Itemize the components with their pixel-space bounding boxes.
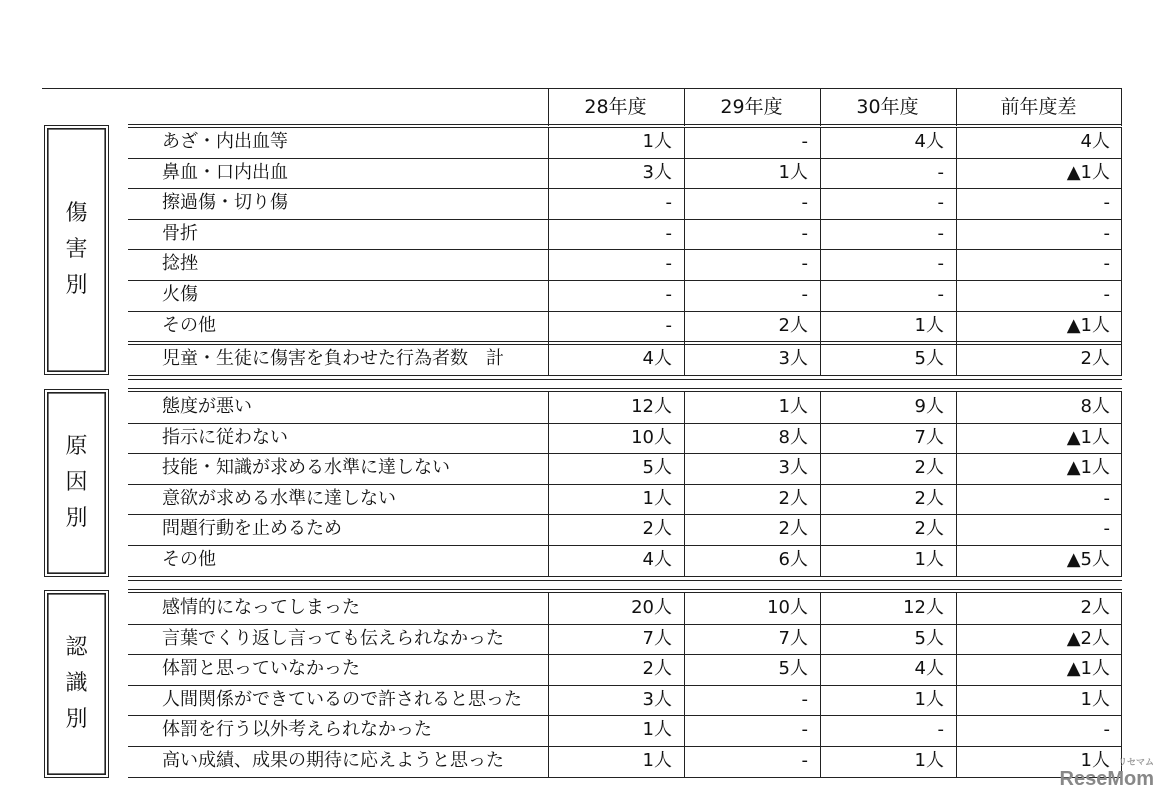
cell-29: - (801, 253, 808, 275)
cell-29: - (801, 750, 808, 771)
cell-30: 4人 (914, 131, 944, 152)
table-row (128, 545, 1122, 575)
cell-30: 2人 (914, 457, 944, 479)
cell-30: - (937, 161, 944, 183)
cell-diff: ▲1人 (1066, 314, 1110, 336)
cell-diff: - (1103, 518, 1110, 540)
row-label: 火傷 (162, 284, 198, 305)
cell-29: 1人 (778, 396, 808, 417)
table-row (128, 219, 1122, 249)
section-injury-title: 傷 害 別 (65, 201, 88, 298)
cell-28: 2人 (642, 518, 672, 540)
cell-28: 1人 (642, 487, 672, 509)
cell-diff: - (1103, 284, 1110, 305)
cell-28: 1人 (642, 131, 672, 152)
cell-28: 1人 (642, 750, 672, 771)
cell-30: 1人 (914, 750, 944, 771)
cell-29: 1人 (778, 161, 808, 183)
cell-30: 12人 (903, 597, 944, 618)
row-label: 体罰と思っていなかった (162, 658, 360, 680)
cell-diff: ▲5人 (1066, 549, 1110, 570)
cell-30: 5人 (914, 627, 944, 649)
section-cause-title: 原 因 別 (65, 434, 88, 531)
row-label: 高い成績、成果の期待に応えようと思った (162, 750, 504, 771)
cell-28: - (665, 222, 672, 244)
cell-30: 1人 (914, 314, 944, 336)
header-diff: 前年度差 (1000, 96, 1077, 118)
row-label: 鼻血・口内出血 (162, 161, 288, 183)
table-row (128, 453, 1122, 483)
cell-diff: - (1103, 222, 1110, 244)
table-row (128, 280, 1122, 310)
cell-29: 3人 (778, 348, 808, 370)
section-awareness-box (44, 590, 109, 778)
cell-diff: ▲1人 (1066, 426, 1110, 448)
cell-28: 3人 (642, 161, 672, 183)
cell-30: - (937, 719, 944, 741)
cell-diff: 2人 (1080, 348, 1110, 370)
row-label: 態度が悪い (162, 396, 252, 417)
cell-diff: - (1103, 253, 1110, 275)
cell-29: 5人 (778, 658, 808, 680)
cell-28: 4人 (642, 549, 672, 570)
row-label: 人間関係ができているので許されると思った (162, 688, 522, 710)
section-awareness-title: 認 識 別 (65, 635, 88, 732)
cell-30: 2人 (914, 518, 944, 540)
header-29: 29年度 (720, 96, 783, 118)
cell-30: 5人 (914, 348, 944, 370)
row-label: 指示に従わない (162, 426, 288, 448)
cell-29: 2人 (778, 314, 808, 336)
row-label: 言葉でくり返し言っても伝えられなかった (162, 627, 504, 649)
row-label: 捻挫 (162, 253, 198, 275)
table-row (128, 484, 1122, 514)
row-label: その他 (162, 549, 216, 570)
table-row (128, 514, 1122, 544)
resemom-watermark: リセマム ReseMom (1059, 757, 1154, 790)
cell-29: - (801, 131, 808, 152)
cell-28: 10人 (631, 426, 672, 448)
header-28: 28年度 (584, 96, 647, 118)
cell-29: 2人 (778, 487, 808, 509)
cell-28: 4人 (642, 348, 672, 370)
total-row (128, 344, 1122, 374)
section-cause-box (44, 389, 109, 577)
cell-29: 6人 (778, 549, 808, 570)
table-row (128, 685, 1122, 715)
cell-28: 3人 (642, 688, 672, 710)
cell-diff: - (1103, 487, 1110, 509)
cell-30: - (937, 192, 944, 214)
cell-diff: ▲1人 (1066, 658, 1110, 680)
cell-diff: ▲2人 (1066, 627, 1110, 649)
cell-29: - (801, 688, 808, 710)
row-label: 意欲が求める水準に達しない (162, 487, 396, 509)
row-label: 擦過傷・切り傷 (162, 192, 288, 214)
table-row (128, 249, 1122, 279)
cell-29: 10人 (767, 597, 808, 618)
table-row (128, 392, 1122, 422)
header-30: 30年度 (856, 96, 919, 118)
cell-30: - (937, 253, 944, 275)
cell-29: 8人 (778, 426, 808, 448)
cell-diff: ▲1人 (1066, 457, 1110, 479)
cell-30: 1人 (914, 549, 944, 570)
row-label: 体罰を行う以外考えられなかった (162, 719, 432, 741)
cell-30: 1人 (914, 688, 944, 710)
table-row (128, 423, 1122, 453)
cell-30: 4人 (914, 658, 944, 680)
row-label: あざ・内出血等 (162, 131, 288, 152)
cell-diff: - (1103, 192, 1110, 214)
cell-29: - (801, 719, 808, 741)
cell-diff: 2人 (1080, 597, 1110, 618)
cell-diff: 1人 (1080, 688, 1110, 710)
cell-29: - (801, 284, 808, 305)
cell-29: - (801, 222, 808, 244)
cell-30: - (937, 284, 944, 305)
cell-diff: - (1103, 719, 1110, 741)
cell-28: - (665, 284, 672, 305)
cell-30: 2人 (914, 487, 944, 509)
table-row (128, 715, 1122, 745)
cell-diff: 4人 (1080, 131, 1110, 152)
row-label: 感情的になってしまった (162, 597, 360, 618)
cell-28: 7人 (642, 627, 672, 649)
cell-28: - (665, 314, 672, 336)
cell-28: 20人 (631, 597, 672, 618)
cell-28: 1人 (642, 719, 672, 741)
cell-30: - (937, 222, 944, 244)
table-row (128, 624, 1122, 654)
table-row (128, 311, 1122, 341)
cell-diff: 1人 (1080, 750, 1110, 771)
table-row (128, 188, 1122, 218)
cell-30: 7人 (914, 426, 944, 448)
table-row (128, 746, 1122, 776)
row-label: 技能・知識が求める水準に達しない (162, 457, 450, 479)
cell-29: 3人 (778, 457, 808, 479)
cell-28: 5人 (642, 457, 672, 479)
table-row (128, 593, 1122, 623)
section-injury-box (44, 125, 109, 375)
cell-28: - (665, 192, 672, 214)
cell-29: - (801, 192, 808, 214)
table-row (128, 127, 1122, 157)
row-label: 児童・生徒に傷害を負わせた行為者数 計 (162, 348, 504, 370)
table-row (128, 654, 1122, 684)
cell-diff: ▲1人 (1066, 161, 1110, 183)
cell-30: 9人 (914, 396, 944, 417)
row-label: 問題行動を止めるため (162, 518, 342, 540)
cell-diff: 8人 (1080, 396, 1110, 417)
row-label: その他 (162, 314, 216, 336)
table-row (128, 158, 1122, 188)
cell-28: 12人 (631, 396, 672, 417)
cell-29: 7人 (778, 627, 808, 649)
cell-28: - (665, 253, 672, 275)
row-label: 骨折 (162, 222, 198, 244)
cell-29: 2人 (778, 518, 808, 540)
cell-28: 2人 (642, 658, 672, 680)
